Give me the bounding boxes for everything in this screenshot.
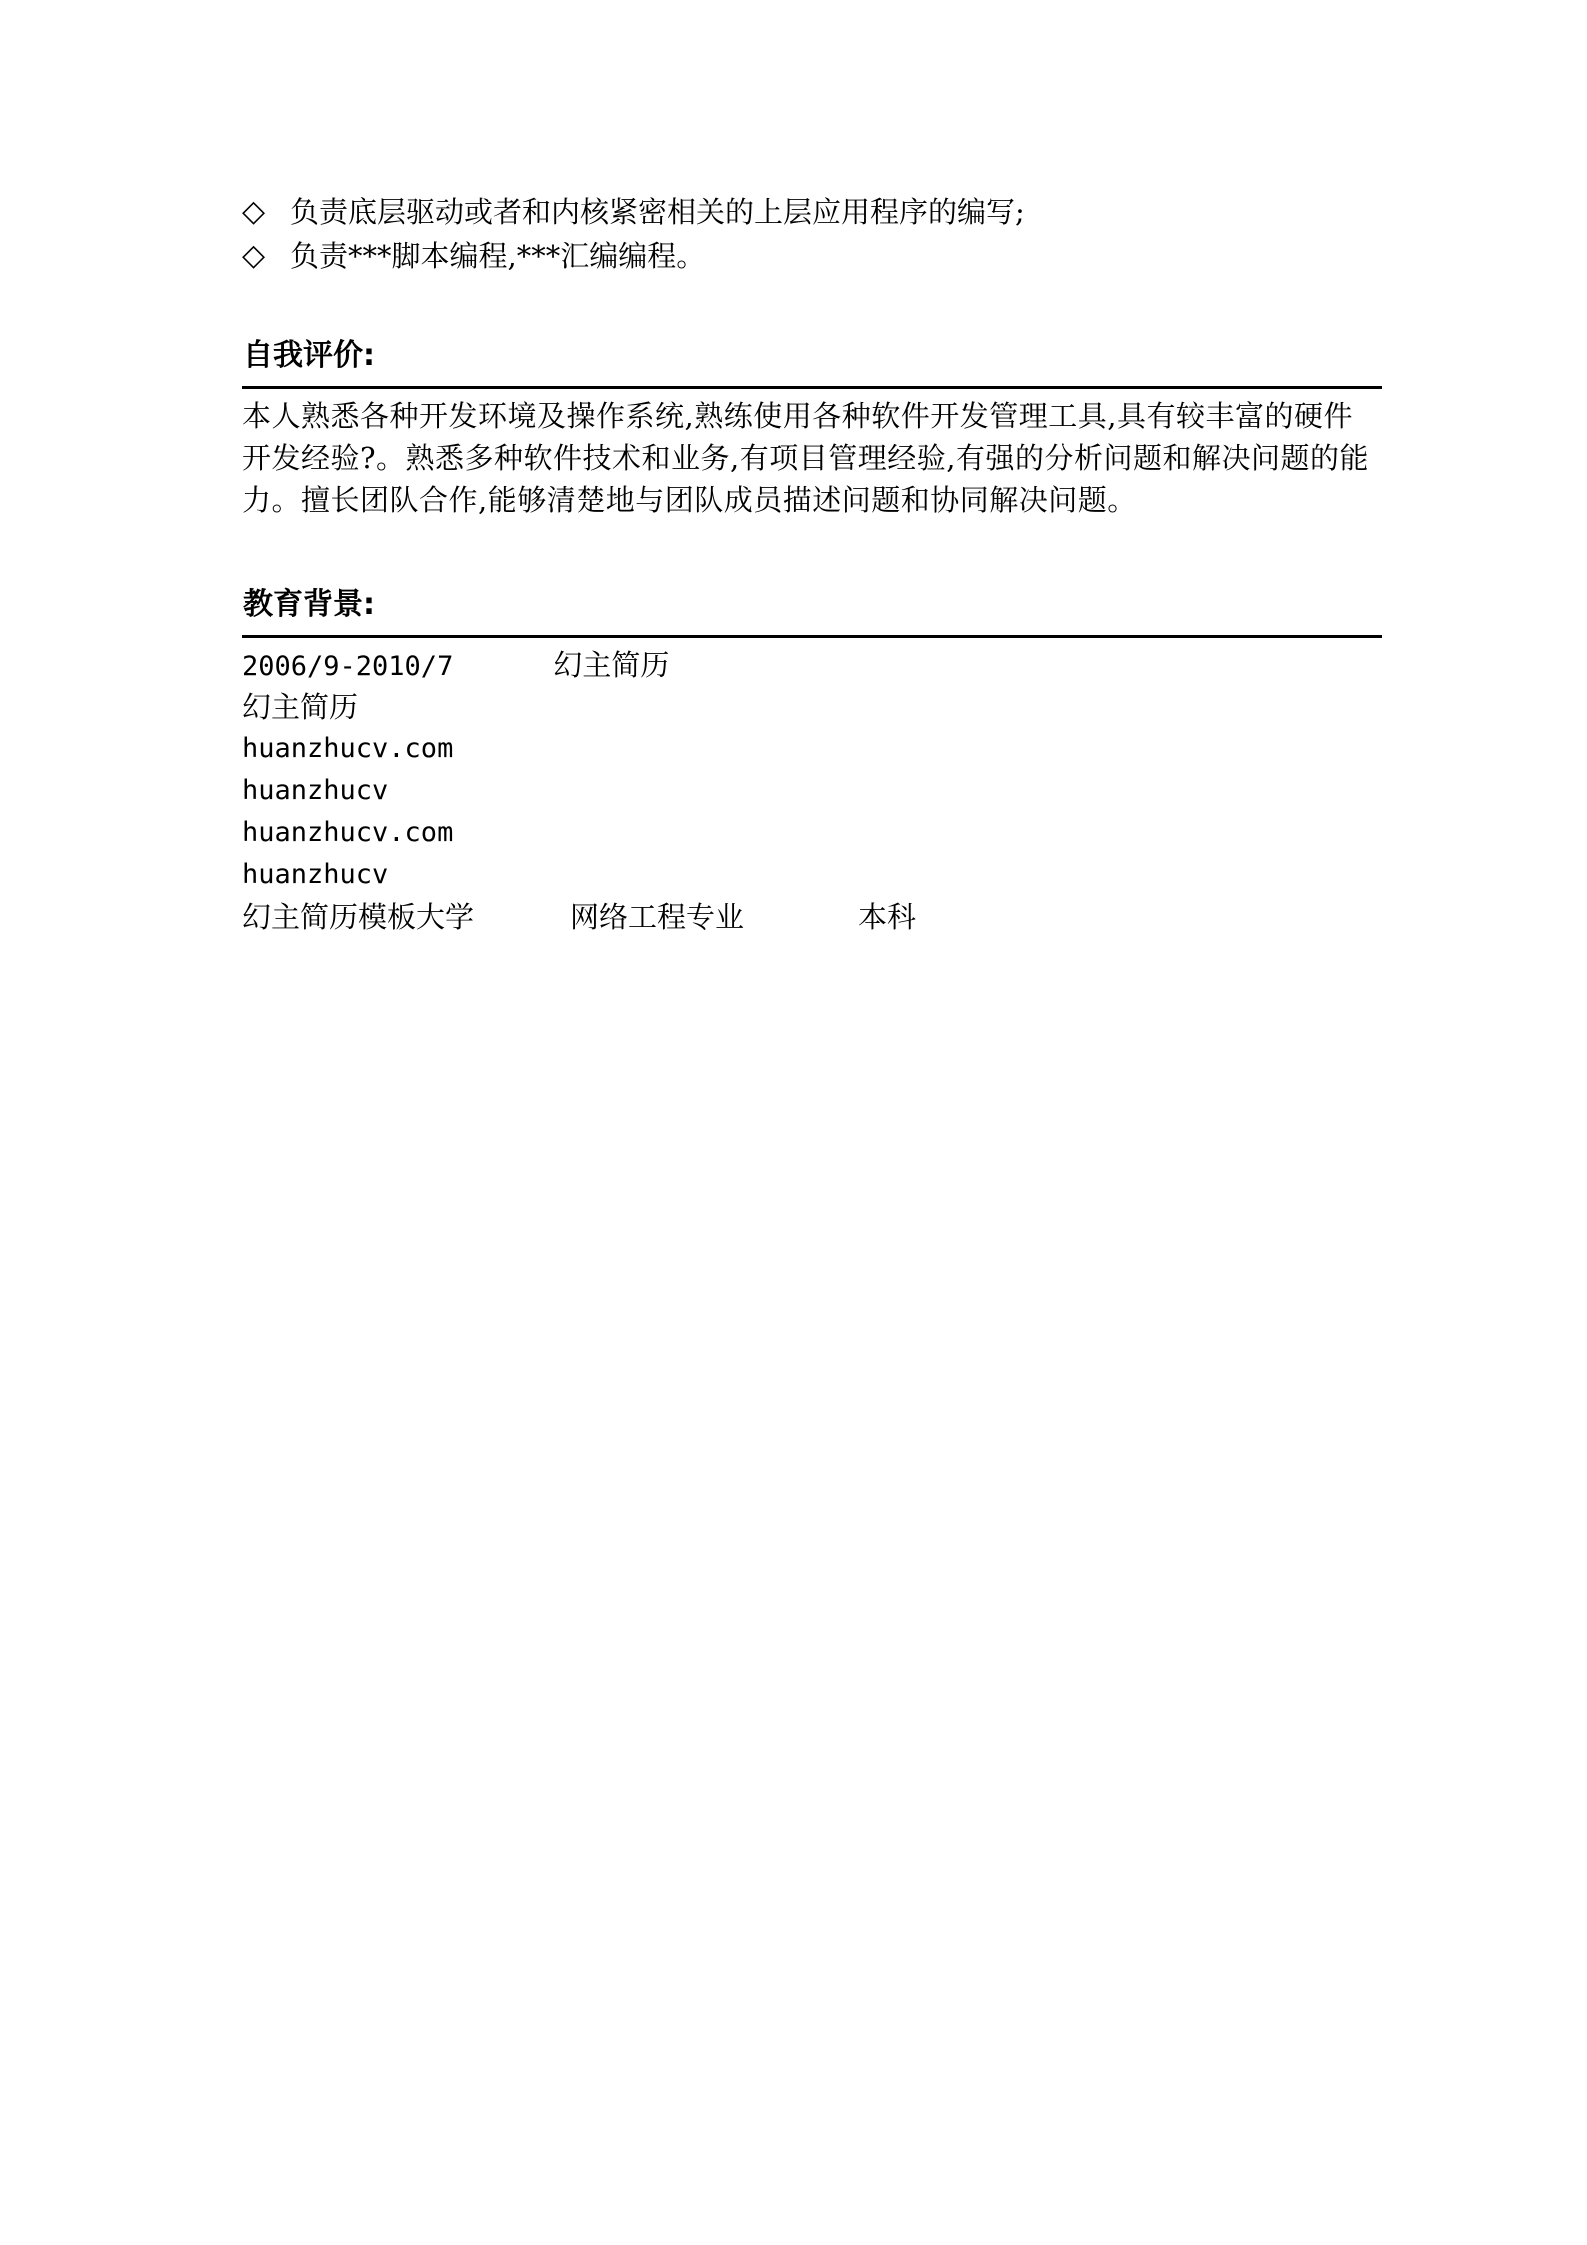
self-evaluation-heading: 自我评价: bbox=[243, 338, 375, 373]
education-line: 幻主简历 bbox=[242, 690, 359, 724]
duty-item bbox=[242, 190, 1382, 234]
education-school: 幻主简历模板大学 bbox=[242, 900, 475, 934]
self-evaluation-text: 本人熟悉各种开发环境及操作系统,熟练使用各种软件开发管理工具,具有较丰富的硬件开发经验?。熟悉多种软件技术和业务,有项目管理经验,有强的分析问题和解决问题的能力。擅长团队合作,能够清楚地与团队成员描述问题和协同解决问题。 bbox=[242, 399, 1369, 517]
education-line: huanzhucv bbox=[242, 859, 389, 890]
education-section bbox=[242, 585, 1382, 938]
education-degree: 本科 bbox=[858, 900, 917, 934]
education-period-label: 幻主简历 bbox=[553, 648, 670, 682]
education-degree-line bbox=[242, 896, 1382, 938]
education-heading: 教育背景: bbox=[243, 587, 375, 622]
section-divider bbox=[242, 386, 1382, 389]
education-line: huanzhucv bbox=[242, 775, 389, 806]
duty-list bbox=[242, 190, 1382, 278]
section-divider bbox=[242, 635, 1382, 638]
duty-text: 负责底层驱动或者和内核紧密相关的上层应用程序的编写; bbox=[290, 195, 1025, 229]
education-line: huanzhucv.com bbox=[242, 733, 454, 764]
education-period-line bbox=[242, 644, 1382, 686]
duty-item bbox=[242, 234, 1382, 278]
duty-text: 负责***脚本编程,***汇编编程。 bbox=[290, 239, 706, 273]
education-major: 网络工程专业 bbox=[570, 900, 745, 934]
self-evaluation-section bbox=[242, 336, 1382, 521]
resume-content bbox=[242, 190, 1382, 938]
diamond-bullet-icon: ◇ bbox=[242, 194, 266, 229]
education-line: huanzhucv.com bbox=[242, 817, 454, 848]
diamond-bullet-icon: ◇ bbox=[242, 238, 266, 273]
education-details bbox=[242, 644, 1382, 938]
education-period: 2006/9-2010/7 bbox=[242, 651, 454, 682]
